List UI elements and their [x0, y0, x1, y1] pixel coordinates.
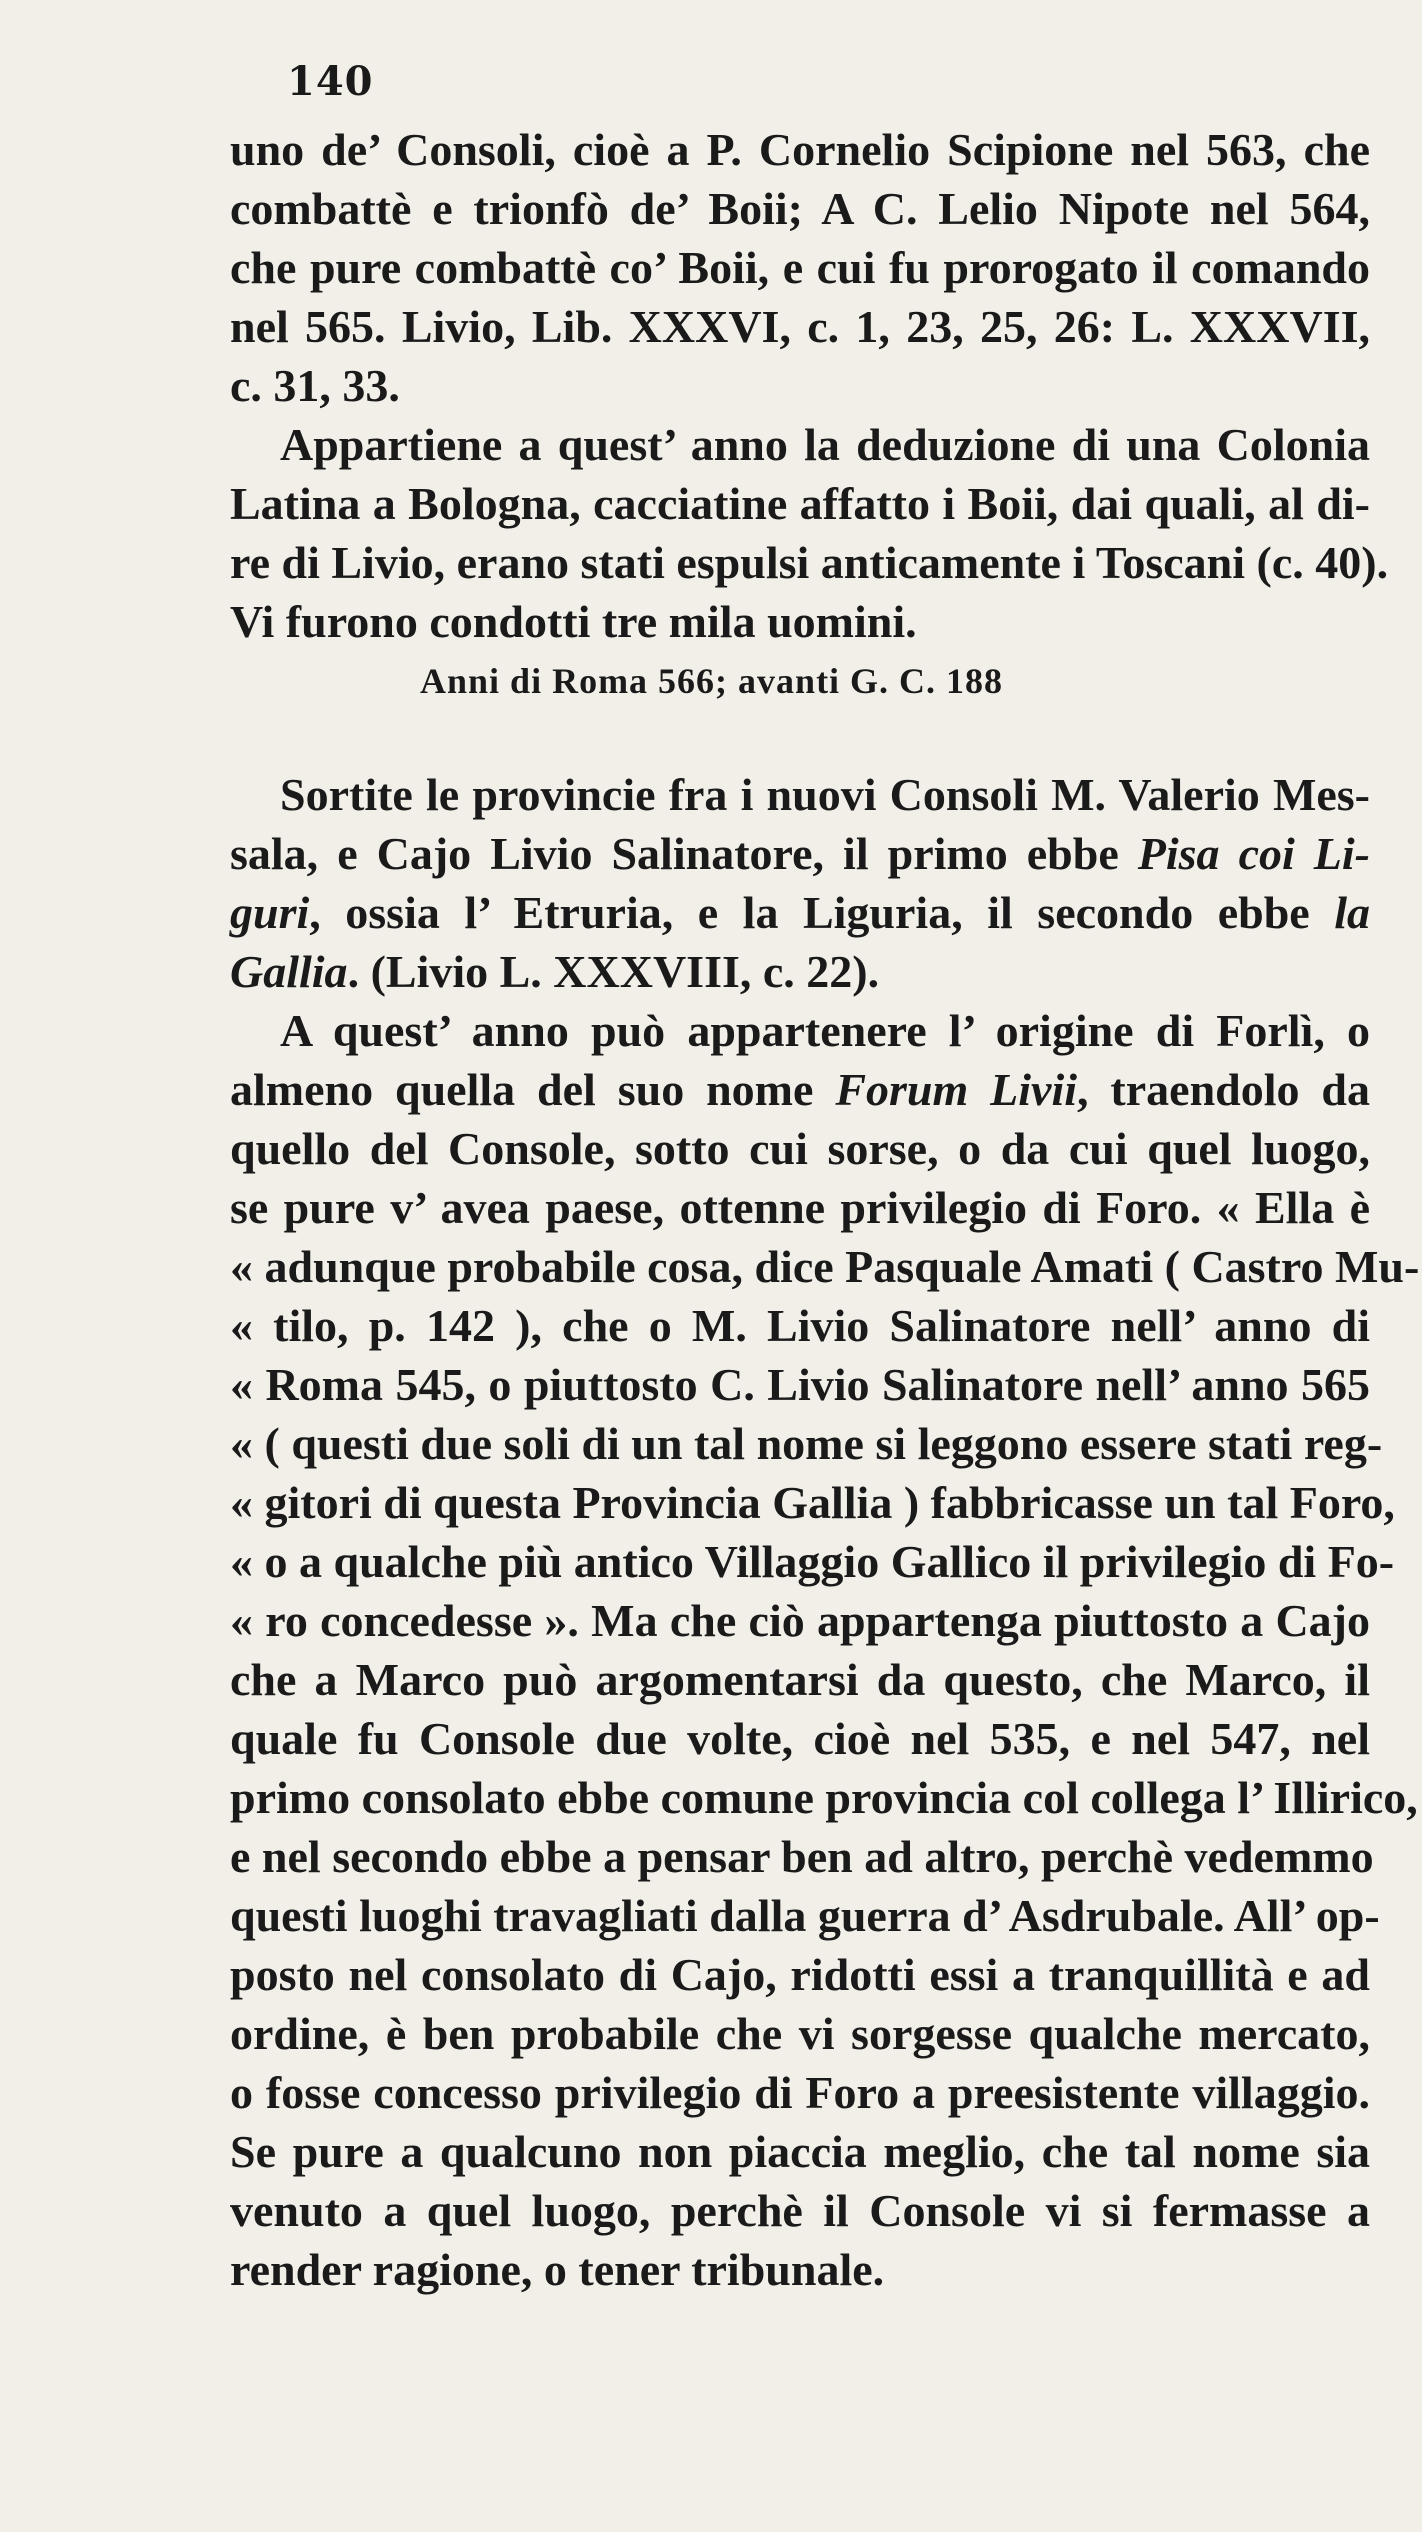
text-line: se pure v’ avea paese, ottenne privilegio di Foro. « Ella è [230, 1182, 1370, 1233]
text-line: Sortite le provincie fra i nuovi Consoli M. Valerio Mes- [280, 769, 1370, 820]
text-segment: , ossia l’ Etruria, e la Liguria, il secondo ebbe [309, 887, 1335, 938]
text-segment: , traendolo da [1077, 1064, 1370, 1115]
italic-text: guri [230, 887, 310, 938]
text-line [230, 883, 1370, 942]
section-heading: Anni di Roma 566; avanti G. C. 188 [420, 661, 1004, 701]
text-line: quale fu Console due volte, cioè nel 535, e nel 547, nel [230, 1713, 1370, 1764]
text-segment: almeno quella del suo nome [230, 1064, 836, 1115]
text-line: render ragione, o tener tribunale. [230, 2244, 885, 2295]
paragraph-consoli [230, 120, 1389, 651]
text-line: nel 565. Livio, Lib. XXXVI, c. 1, 23, 25, 26: L. XXXVII, [230, 301, 1370, 352]
text-line: « Roma 545, o piuttosto C. Livio Salinatore nell’ anno 565 [230, 1359, 1370, 1410]
text-line: primo consolato ebbe comune provincia col collega l’ Illirico, [230, 1772, 1418, 1823]
text-line: e nel secondo ebbe a pensar ben ad altro, perchè vedemmo [230, 1831, 1374, 1882]
text-line: questi luoghi travagliati dalla guerra d’ Asdrubale. All’ op- [230, 1890, 1380, 1941]
text-line: « ro concedesse ». Ma che ciò appartenga piuttosto a Cajo [230, 1595, 1370, 1646]
text-line: quello del Console, sotto cui sorse, o da cui quel luogo, [230, 1123, 1370, 1174]
text-line: « gitori di questa Provincia Gallia ) fabbricasse un tal Foro, [230, 1477, 1395, 1528]
text-line: posto nel consolato di Cajo, ridotti essi a tranquillità e ad [230, 1949, 1370, 2000]
text-line: uno de’ Consoli, cioè a P. Cornelio Scipione nel 563, che [230, 124, 1370, 175]
text-segment: sala, e Cajo Livio Salinatore, il primo ebbe [230, 828, 1138, 879]
text-line: che pure combattè co’ Boii, e cui fu prorogato il comando [230, 242, 1370, 293]
text-line: Latina a Bologna, cacciatine affatto i Boii, dai quali, al di- [230, 478, 1370, 529]
italic-text: Pisa coi Li- [1137, 828, 1370, 879]
text-line: « adunque probabile cosa, dice Pasquale Amati ( Castro Mu- [230, 1241, 1420, 1292]
text-line: A quest’ anno può appartenere l’ origine di Forlì, o [280, 1005, 1370, 1056]
text-line: « o a qualche più antico Villaggio Gallico il privilegio di Fo- [230, 1536, 1395, 1587]
text-segment: . (Livio L. XXXVIII, c. 22). [347, 946, 880, 997]
text-line: Appartiene a quest’ anno la deduzione di una Colonia [280, 419, 1370, 470]
italic-text: la [1334, 887, 1370, 938]
text-line [230, 942, 1370, 1001]
text-line: ordine, è ben probabile che vi sorgesse qualche mercato, [230, 2008, 1370, 2059]
text-line: o fosse concesso privilegio di Foro a preesistente villaggio. [230, 2067, 1370, 2118]
page-number: 140 [287, 58, 374, 105]
paragraph-provincie [230, 765, 1420, 2299]
text-line: che a Marco può argomentarsi da questo, che Marco, il [230, 1654, 1370, 1705]
text-line: re di Livio, erano stati espulsi anticamente i Toscani (c. 40). [230, 537, 1389, 588]
text-line [230, 824, 1370, 883]
text-line: Se pure a qualcuno non piaccia meglio, che tal nome sia [230, 2126, 1370, 2177]
italic-text: Forum Livii [835, 1064, 1078, 1115]
text-line: « tilo, p. 142 ), che o M. Livio Salinatore nell’ anno di [230, 1300, 1370, 1351]
text-line: Vi furono condotti tre mila uomini. [230, 596, 917, 647]
text-line: combattè e trionfò de’ Boii; A C. Lelio Nipote nel 564, [230, 183, 1370, 234]
text-line: « ( questi due soli di un tal nome si leggono essere stati reg- [230, 1418, 1383, 1469]
text-line [230, 1060, 1370, 1119]
text-line: c. 31, 33. [230, 360, 400, 411]
italic-text: Gallia [230, 946, 348, 997]
text-line: venuto a quel luogo, perchè il Console vi si fermasse a [230, 2185, 1370, 2236]
